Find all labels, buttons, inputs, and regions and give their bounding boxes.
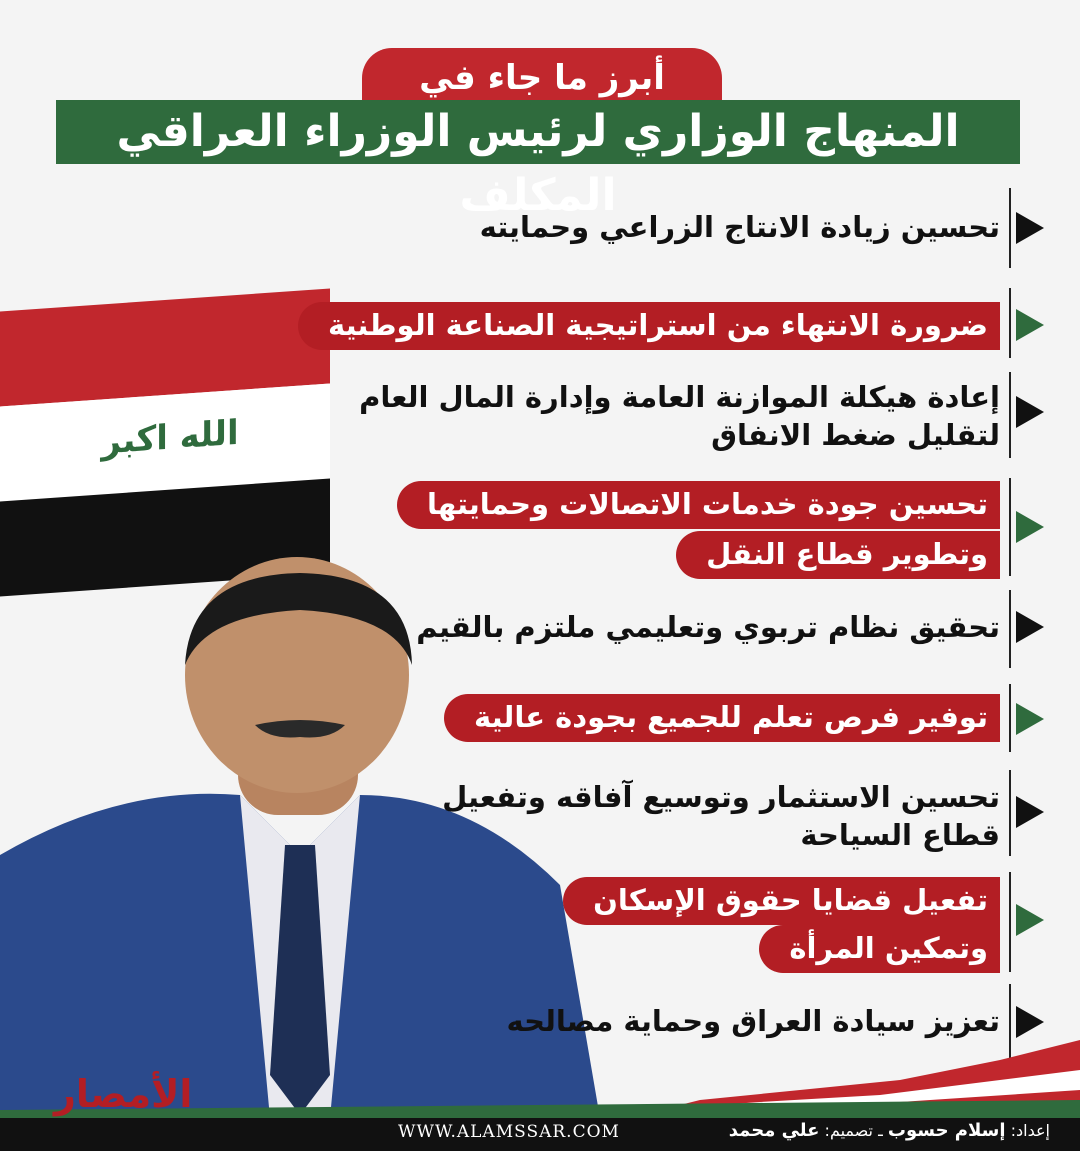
design-name: علي محمد [728,1120,820,1141]
prep-name: إسلام حسوب [887,1120,1006,1141]
bullet-arrow-icon [1016,212,1044,244]
list-item: تحسين زيادة الانتاج الزراعي وحمايته [479,210,1000,244]
separator-line [1009,684,1011,752]
separator-line [1009,872,1011,972]
separator-line [1009,288,1011,358]
bullet-arrow-icon [1016,611,1044,643]
list-item-line: تفعيل قضايا حقوق الإسكان [563,877,1000,925]
list-item-line: قطاع السياحة [800,818,1000,852]
headline-title: المنهاج الوزاري لرئيس الوزراء العراقي المكلف [56,100,1020,164]
bullet-arrow-icon [1016,904,1044,936]
alamssar-logo: الأمصار [54,1072,193,1116]
credits [729,1120,1050,1141]
bullet-arrow-icon [1016,511,1044,543]
prep-label: إعداد: [1010,1121,1050,1140]
list-item-line: وتطوير قطاع النقل [676,531,1000,579]
website-url[interactable]: WWW.ALAMSSAR.COM [398,1122,620,1142]
bullet-arrow-icon [1016,703,1044,735]
separator-line [1009,372,1011,458]
list-item: تحقيق نظام تربوي وتعليمي ملتزم بالقيم [416,610,1000,644]
flag-inscription: الله اكبر [101,412,239,463]
separator-line [1009,590,1011,668]
list-item: ضرورة الانتهاء من استراتيجية الصناعة الوطنية [298,302,1000,350]
bullet-arrow-icon [1016,796,1044,828]
credit-separator: ـ [878,1121,883,1140]
bullet-arrow-icon [1016,396,1044,428]
header-kicker: أبرز ما جاء في [362,48,722,106]
separator-line [1009,770,1011,856]
list-item-line: تحسين جودة خدمات الاتصالات وحمايتها [397,481,1000,529]
list-item-line: إعادة هيكلة الموازنة العامة وإدارة المال العام [359,380,1000,414]
separator-line [1009,478,1011,576]
list-item-line: تحسين الاستثمار وتوسيع آفاقه وتفعيل [442,780,1000,814]
list-item-line: لتقليل ضغط الانفاق [711,418,1000,452]
design-label: تصميم: [824,1121,873,1140]
separator-line [1009,188,1011,268]
bullet-arrow-icon [1016,1006,1044,1038]
list-item: توفير فرص تعلم للجميع بجودة عالية [444,694,1000,742]
list-item-line: وتمكين المرأة [759,925,1000,973]
iraq-flag [0,288,330,596]
bullet-arrow-icon [1016,309,1044,341]
list-item: تعزيز سيادة العراق وحماية مصالحه [506,1004,1000,1038]
